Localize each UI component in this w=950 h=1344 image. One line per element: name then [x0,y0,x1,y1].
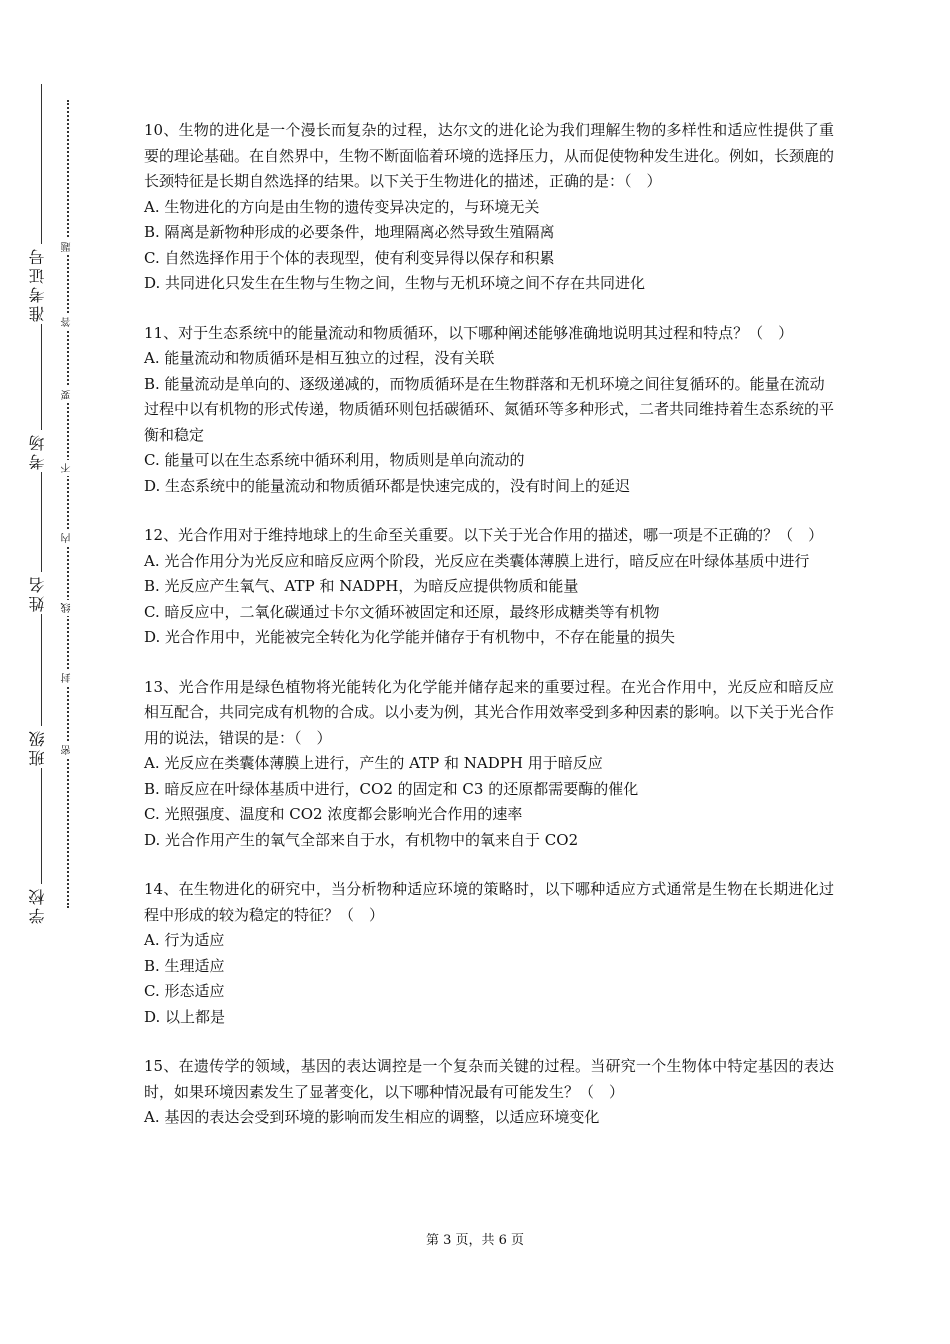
option-b: B. 光反应产生氧气、ATP 和 NADPH，为暗反应提供物质和能量 [144,577,579,595]
seal-char: 封 [60,670,76,686]
seal-char: 要 [60,387,76,403]
binding-strip [0,0,110,1344]
option-a: A. 能量流动和物质循环是相互独立的过程，没有关联 [144,349,495,367]
option-c: C. 能量可以在生态系统中循环利用，物质则是单向流动的 [144,451,525,469]
seal-char: 答 [60,314,76,330]
question-stem: 11、对于生态系统中的能量流动和物质循环，以下哪种阐述能够准确地说明其过程和特点？（ ） [144,323,794,342]
question-12 [144,523,834,651]
seal-dotted-line [67,100,69,908]
field-exam-room: 考场 [26,430,56,472]
option-d: D. 光合作用中，光能被完全转化为化学能并储存于有机物中，不存在能量的损失 [144,628,676,646]
option-a: A. 光合作用分为光反应和暗反应两个阶段，光反应在类囊体薄膜上进行，暗反应在叶绿体基质中进行 [144,551,810,570]
seal-char: 题 [60,239,76,255]
field-class: 班级 [26,726,56,768]
seal-char: 密 [60,742,76,758]
option-a: A. 基因的表达会受到环境的影响而发生相应的调整，以适应环境变化 [144,1108,600,1126]
binding-solid-line [41,84,42,920]
option-b: B. 隔离是新物种形成的必要条件，地理隔离必然导致生殖隔离 [144,223,555,241]
option-d: D. 以上都是 [144,1007,226,1026]
option-b: B. 生理适应 [144,956,225,975]
option-d: D. 生态系统中的能量流动和物质循环都是快速完成的，没有时间上的延迟 [144,476,631,495]
option-c: C. 暗反应中，二氧化碳通过卡尔文循环被固定和还原，最终形成糖类等有机物 [144,602,660,621]
seal-char: 不 [60,460,76,476]
question-10 [144,118,834,297]
field-school: 学校 [26,884,56,926]
option-c: C. 自然选择作用于个体的表现型，使有利变异得以保存和积累 [144,248,555,267]
question-11 [144,321,834,500]
option-a: A. 光反应在类囊体薄膜上进行，产生的 ATP 和 NADPH 用于暗反应 [144,754,603,772]
page-footer: 第 3 页，共 6 页 [425,1233,525,1248]
question-stem: 12、光合作用对于维持地球上的生命至关重要。以下关于光合作用的描述，哪一项是不正确的？（ ） [144,526,824,544]
option-c: C. 光照强度、温度和 CO2 浓度都会影响光合作用的速率 [144,805,523,823]
option-d: D. 共同进化只发生在生物与生物之间，生物与无机环境之间不存在共同进化 [144,274,646,292]
seal-char: 内 [60,530,76,546]
option-b: B. 暗反应在叶绿体基质中进行，CO2 的固定和 C3 的还原都需要酶的催化 [144,779,639,798]
question-stem: 10、生物的进化是一个漫长而复杂的过程，达尔文的进化论为我们理解生物的多样性和适应性提供了重要的理论基础。在自然界中，生物不断面临着环境的选择压力，从而促使物种发生进化。例如，长颈鹿的长颈特征是长期自然选择的结果。以下关于生物进化的描述，正确的是：（ ） [144,121,835,190]
seal-char: 线 [60,600,76,616]
question-14 [144,877,834,1030]
question-13 [144,675,834,854]
option-b: B. 能量流动是单向的、逐级递减的，而物质循环是在生物群落和无机环境之间往复循环的。能量在流动过程中以有机物的形式传递，物质循环则包括碳循环、氮循环等多种形式，二者共同维持着生态系统的平衡和稳定 [144,374,835,444]
question-15 [144,1054,834,1131]
question-stem: 13、光合作用是绿色植物将光能转化为化学能并储存起来的重要过程。在光合作用中，光反应和暗反应相互配合，共同完成有机物的合成。以小麦为例，其光合作用效率受到多种因素的影响。以下关于光合作用的说法，错误的是：（ ） [144,677,835,747]
field-name: 姓名 [26,572,56,614]
option-a: A. 行为适应 [144,931,225,949]
option-a: A. 生物进化的方向是由生物的遗传变异决定的，与环境无关 [144,197,540,216]
option-d: D. 光合作用产生的氧气全部来自于水，有机物中的氧来自于 CO2 [144,830,579,849]
field-exam-number: 准考证号 [26,244,56,324]
question-list [144,118,834,1155]
question-stem: 15、在遗传学的领域，基因的表达调控是一个复杂而关键的过程。当研究一个生物体中特定基因的表达时，如果环境因素发生了显著变化，以下哪种情况最有可能发生？（ ） [144,1057,834,1101]
question-stem: 14、在生物进化的研究中，当分析物种适应环境的策略时，以下哪种适应方式通常是生物在长期进化过程中形成的较为稳定的特征？（ ） [144,880,834,924]
option-c: C. 形态适应 [144,982,225,1000]
